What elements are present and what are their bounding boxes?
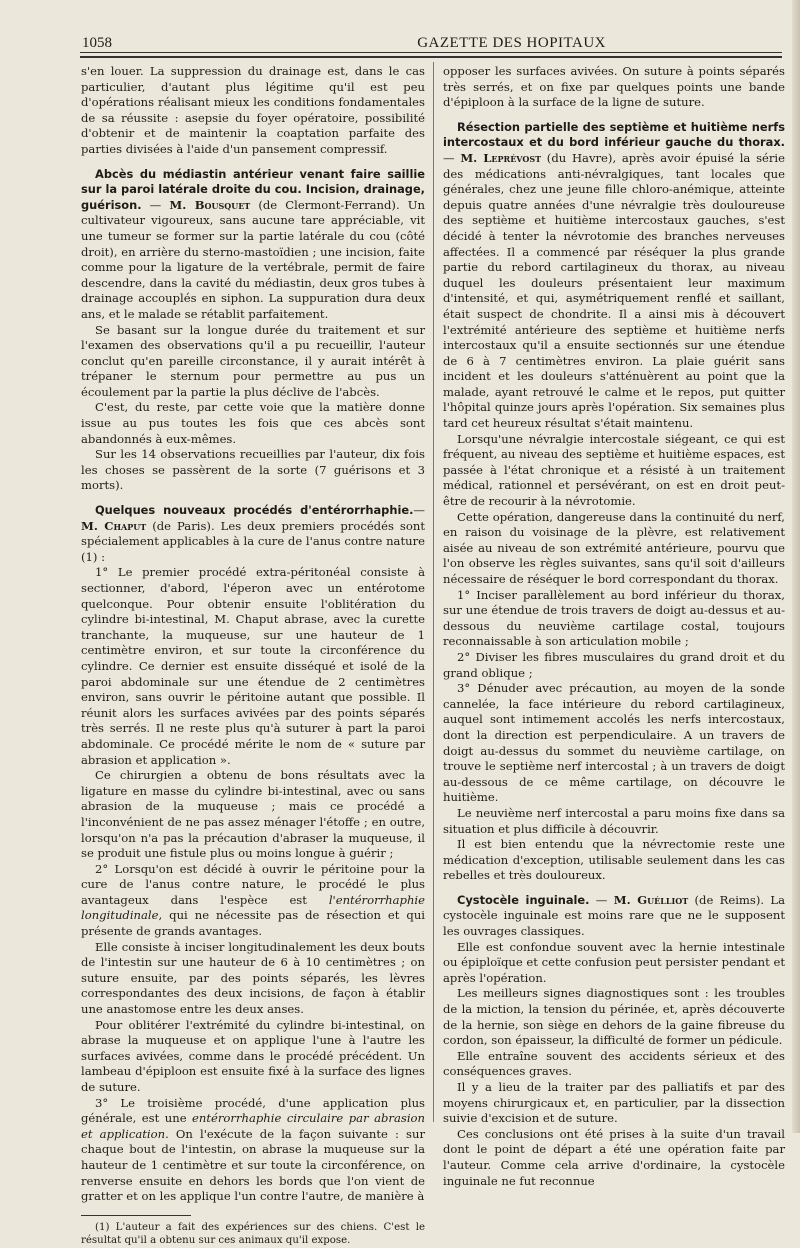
paragraph: Elle est confondue souvent avec la hernie intestinale ou épiploïque et cette confusion peut persister pendant et après l'opération.	[443, 939, 785, 985]
paragraph: 1° Le premier procédé extra-péritonéal consiste à sectionner, d'abord, l'éperon avec un entérotome quelconque. Pour obtenir ensuite l'oblitération du cylindre bi-intestinal, M. Chaput abrase, avec la curette tranchante, la muqueuse, sur une hauteur de 1 centimètre environ, et sur toute la circonférence du cylindre. Ce dernier est ensuite disséqué et isolé de la paroi abdominale sur une étendue de 2 centimètres environ, sans ouvrir le péritoine autant que possible. Il réunit alors les surfaces avivées par des points séparés très serrés. Il ne reste plus qu'à suturer à part la paroi abdominale. Ce procédé mérite le nom de « suture par abrasion et application ».	[81, 565, 425, 767]
section-enterorrhaphie: Quelques nouveaux procédés d'entérorrhaphie.— M. Chaput (de Paris). Les deux premiers procédés sont spécialement applicables à la cure de l'anus contre nature (1) :	[81, 503, 425, 564]
author-name: M. Leprévost	[460, 150, 542, 165]
author-name: M. Guélliot	[613, 892, 689, 907]
left-column	[81, 64, 425, 1248]
paragraph: 2° Lorsqu'on est décidé à ouvrir le péritoine pour la cure de l'anus contre nature, le procédé le plus avantageux dans l'espèce est l'entérorrhaphie longitudinale, qui ne nécessite pas de résection et qui présente de grands avantages.	[81, 861, 425, 939]
paragraph: Les meilleurs signes diagnostiques sont : les troubles de la miction, la tension du périnée, et, après découverte de la hernie, son siège en dehors de la gaine fibreuse du cordon, son épaisseur, la difficulté de former un pédicule.	[443, 986, 785, 1048]
paragraph: Il y a lieu de la traiter par des palliatifs et par des moyens chirurgicaux et, en particulier, par la dissection suivie d'excision et de suture.	[443, 1080, 785, 1126]
section-title: Résection partielle des septième et huitième nerfs intercostaux et du bord inférieur gauche du thorax.	[443, 119, 785, 150]
section-title: Abcès du médiastin antérieur venant faire saillie sur la paroi latérale droite du cou. Incision, drainage, guérison.	[81, 166, 425, 212]
paragraph: 1° Inciser parallèlement au bord inférieur du thorax, sur une étendue de trois travers de doigt au-dessus et au-dessous du neuvième cartilage costal, toujours reconnaissable à son articulation mobile ;	[443, 587, 785, 649]
paragraph: Elle entraîne souvent des accidents sérieux et des conséquences graves.	[443, 1048, 785, 1079]
author-name: M. Bousquet	[169, 197, 251, 212]
header-rule-thick	[80, 56, 782, 58]
page-edge	[792, 0, 800, 1133]
section-cystocele: Cystocèle inguinale. — M. Guélliot (de Reims). La cystocèle inguinale est moins rare que ne le supposent les ouvrages classiques.	[443, 892, 786, 939]
paragraph: s'en louer. La suppression du drainage est, dans le cas particulier, d'autant plus légitime qu'il est peu d'opérations réalisant mieux les conditions fondamentales de sa réussite : asepsie du foyer opératoire, possibilité d'obtenir et de maintenir la coaptation parfaite des parties divisées à l'aide d'un pansement compressif.	[81, 64, 425, 156]
paragraph: Cette opération, dangereuse dans la continuité du nerf, en raison du voisinage de la plèvre, est relativement aisée au niveau de son extrémité antérieure, pourvu que l'on observe les règles suivantes, sans qu'il soit d'ailleurs nécessaire de réséquer le bord correspondant du thorax.	[443, 509, 785, 586]
paragraph: 2° Diviser les fibres musculaires du grand droit et du grand oblique ;	[443, 649, 785, 680]
paragraph: 3° Dénuder avec précaution, au moyen de la sonde cannelée, la face intérieure du rebord cartilagineux, auquel sont intimement accolés les nerfs intercostaux, dont la direction est perpendiculaire. A un travers de doigt au-dessus du sommet du neuvième cartilage, on trouve le septième nerf intercostal ; à un travers de doigt au-dessous de ce même cartilage, on découvre le huitième.	[443, 681, 785, 805]
paragraph: Ce chirurgien a obtenu de bons résultats avec la ligature en masse du cylindre bi-intestinal, avec ou sans abrasion de la muqueuse ; mais ce procédé a l'inconvénient de ne pas assez ménager l'étoffe ; en outre, lorsqu'on n'a pas la précaution d'abraser la muqueuse, il se produit une fistule plus ou moins longue à guérir ;	[81, 768, 425, 861]
paragraph: C'est, du reste, par cette voie que la matière donne issue au pus toutes les fois que ces abcès sont abandonnés à eux-mêmes.	[81, 400, 425, 446]
section-title: Quelques nouveaux procédés d'entérorrhaphie.	[95, 503, 414, 518]
section-abces-mediastin: Abcès du médiastin antérieur venant faire saillie sur la paroi latérale droite du cou. Incision, drainage, guérison. — M. Bousquet (de Clermont-Ferrand). Un cultivateur vigoureux, sans aucune tare appréciable, vit une tumeur se former sur la partie latérale du cou (côté droit), en arrière du sterno-mastoïdien ; une incision, faite comme pour la ligature de la vertébrale, permit de faire descendre, dans la cavité du médiastin, deux gros tubes à drainage accouplés en siphon. La suppuration dura deux ans, et le malade se rétablit parfaitement.	[81, 166, 425, 321]
paragraph: 3° Le troisième procédé, d'une application plus générale, est une entérorrhaphie circulaire par abrasion et application. On l'exécute de la façon suivante : sur chaque bout de l'intestin, on abrase la muqueuse sur la hauteur de 1 centimètre et sur toute la circonférence, on renverse ensuite en dehors les bords que l'on vient de gratter et on les applique l'un contre l'autre, de manière à	[81, 1095, 425, 1204]
author-name: M. Chaput	[81, 518, 147, 533]
paragraph: Sur les 14 observations recueillies par l'auteur, dix fois les choses se passèrent de la sorte (7 guérisons et 3 morts).	[81, 447, 425, 493]
header-rule-thin	[80, 52, 782, 53]
footnote-text: (1) L'auteur a fait des expériences sur des chiens. C'est le résultat qu'il a obtenu sur ces animaux qu'il expose.	[81, 1221, 425, 1247]
section-resection-nerfs: Résection partielle des septième et huitième nerfs intercostaux et du bord inférieur gauche du thorax. — M. Leprévost (du Havre), après avoir épuisé la série des médications anti-névralgiques, tant locales que générales, chez une jeune fille chloro-anémique, atteinte depuis quatre années d'une névralgie très douloureuse des septième et huitième intercostaux gauches, s'est décidé à tenter la névrotomie des branches nerveuses affectées. Il a commencé par réséquer la plus grande partie du rebord cartilagineux du thorax, au niveau duquel les douleurs présentaient leur maximum d'intensité, et qui, asymétriquement renflé et saillant, était suspect de chondrite. Il a ainsi mis à découvert l'extrémité antérieure des septième et huitième nerfs intercostaux qu'il a ensuite sectionnés sur une étendue de 6 à 7 centimètres environ. La plaie guérit sans incident et les douleurs s'atténuèrent au point que la malade, ayant retrouvé le calme et le repos, put quitter l'hôpital quinze jours après l'opération. Six semaines plus tard cet heureux résultat s'était maintenu.	[443, 119, 785, 431]
section-title: Cystocèle inguinale.	[457, 892, 590, 907]
footnote-rule	[81, 1215, 191, 1216]
column-divider	[433, 62, 434, 1122]
paragraph: Il est bien entendu que la névrectomie reste une médication d'exception, utilisable seulement dans les cas rebelles et très douloureux.	[443, 837, 785, 883]
paragraph: Ces conclusions ont été prises à la suite d'un travail dont le point de départ a été une opération faite par l'auteur. Comme cela arrive d'ordinaire, la cystocèle inguinale ne fut reconnue	[443, 1126, 785, 1188]
paragraph: Lorsqu'une névralgie intercostale siégeant, ce qui est fréquent, au niveau des septième et huitième espaces, est passée à l'état chronique et a résisté à un traitement médical, rationnel et persévérant, on est en droit peut-être de recourir à la névrotomie.	[443, 431, 785, 509]
paragraph: Elle consiste à inciser longitudinalement les deux bouts de l'intestin sur une hauteur de 6 à 10 centimètres ; on suture ensuite, par des points séparés, les lèvres correspondantes des deux incisions, de façon à établir une anastomose entre les deux anses.	[81, 939, 425, 1017]
paragraph: Se basant sur la longue durée du traitement et sur l'examen des observations qu'il a pu recueillir, l'auteur conclut qu'en pareille circonstance, il y aurait intérêt à trépaner le sternum pour permettre au pus un écoulement par la partie la plus déclive de l'abcès.	[81, 322, 425, 399]
paragraph: Le neuvième nerf intercostal a paru moins fixe dans sa situation et plus difficile à découvrir.	[443, 805, 785, 836]
paragraph: Pour oblitérer l'extrémité du cylindre bi-intestinal, on abrase la muqueuse et on applique l'une à l'autre les surfaces avivées, comme dans le procédé précédent. Un lambeau d'épiploon est ensuite fixé à la surface des lignes de suture.	[81, 1017, 425, 1094]
right-column	[443, 64, 785, 1189]
page-number: 1058	[82, 35, 112, 51]
footnote	[81, 1215, 425, 1248]
journal-title: GAZETTE DES HOPITAUX	[417, 35, 606, 51]
paragraph: opposer les surfaces avivées. On suture à points séparés très serrés, et on fixe par quelques points une bande d'épiploon à la surface de la ligne de suture.	[443, 64, 785, 110]
page-header	[80, 22, 782, 52]
